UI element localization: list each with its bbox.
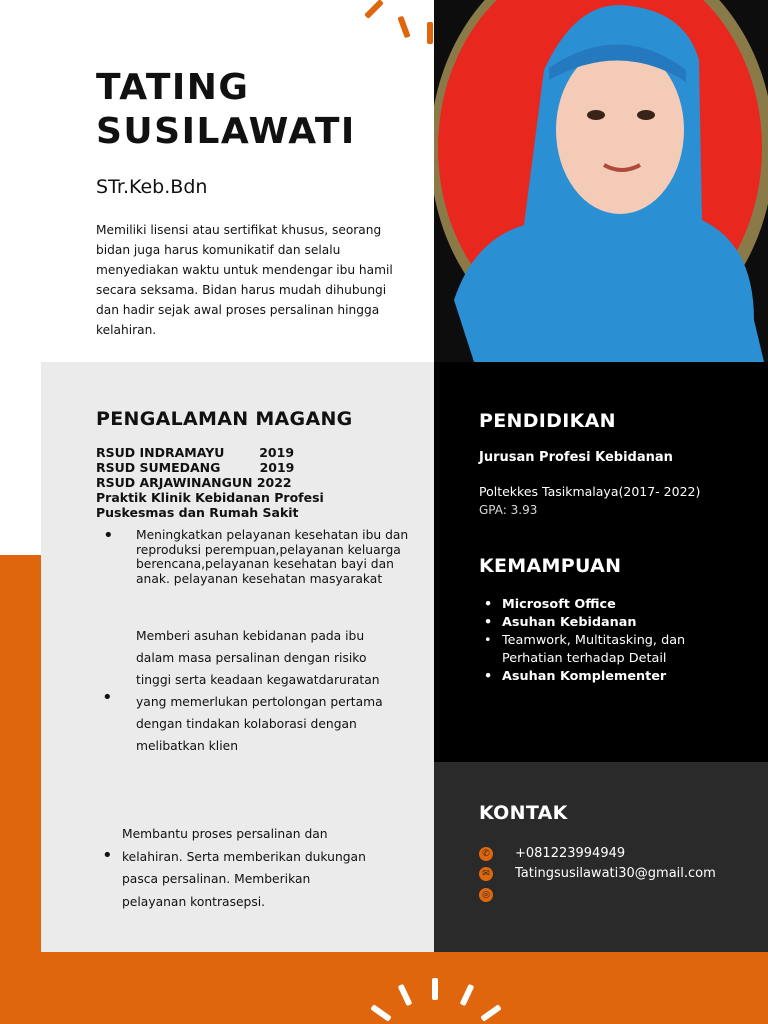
education-major: Jurusan Profesi Kebidanan bbox=[479, 450, 673, 465]
task-description: Membantu proses persalinan dan kelahiran. Serta memberikan dukungan pasca persalinan. Memberikan pelayanan kontrasepsi. bbox=[122, 827, 366, 909]
task-bullet: • bbox=[102, 687, 113, 708]
education-school: Poltekkes Tasikmalaya(2017- 2022) bbox=[479, 484, 701, 499]
decorative-dash bbox=[432, 978, 438, 1000]
name-last: SUSILAWATI bbox=[96, 111, 356, 152]
experience-item: Praktik Klinik Kebidanan Profesi bbox=[96, 490, 324, 505]
experience-item: RSUD ARJAWINANGUN 2022 bbox=[96, 475, 292, 490]
intro-paragraph: Memiliki lisensi atau sertifikat khusus, seorang bidan juga harus komunikatif dan selalu menyediakan waktu untuk mendengar ibu hamil secara seksama. Bidan harus mudah dihubungi dan hadir sejak awal proses persalinan hingga kelahiran. bbox=[96, 223, 393, 337]
contact-phone[interactable]: +081223994949 bbox=[515, 846, 626, 861]
experience-item: RSUD SUMEDANG 2019 bbox=[96, 460, 295, 475]
skill-item: • Asuhan Komplementer bbox=[479, 668, 749, 686]
portrait-illustration bbox=[434, 0, 768, 362]
contact-phone-row bbox=[479, 846, 625, 861]
globe-icon: ◎ bbox=[479, 888, 493, 902]
task-description: Meningkatkan pelayanan kesehatan ibu dan reproduksi perempuan,pelayanan keluarga berencana,pelayanan kesehatan bayi dan anak. pelayanan kesehatan masyarakat bbox=[136, 528, 409, 586]
professional-title: STr.Keb.Bdn bbox=[96, 176, 208, 198]
task-bullet: • bbox=[102, 845, 113, 866]
decorative-dash bbox=[427, 22, 433, 44]
skills-heading: KEMAMPUAN bbox=[479, 555, 622, 577]
experience-item: RSUD INDRAMAYU 2019 bbox=[96, 445, 295, 460]
contact-heading: KONTAK bbox=[479, 802, 568, 824]
phone-icon: ✆ bbox=[479, 847, 493, 861]
skill-item: • Teamwork, Multitasking, dan Perhatian terhadap Detail bbox=[479, 632, 717, 668]
profile-photo bbox=[434, 0, 768, 362]
email-icon: ✉ bbox=[479, 867, 493, 881]
experience-list bbox=[96, 445, 324, 520]
name-first: TATING bbox=[96, 67, 250, 108]
experience-item: Puskesmas dan Rumah Sakit bbox=[96, 505, 299, 520]
contact-email[interactable]: Tatingsusilawati30@gmail.com bbox=[515, 866, 716, 881]
task-bullet: • bbox=[103, 525, 114, 546]
experience-heading: PENGALAMAN MAGANG bbox=[96, 408, 353, 430]
decorative-dash bbox=[364, 0, 384, 19]
education-gpa: GPA: 3.93 bbox=[479, 503, 538, 517]
skill-item: • Asuhan Kebidanan bbox=[479, 614, 749, 632]
person-name bbox=[96, 66, 356, 154]
contact-email-row bbox=[479, 866, 716, 881]
contact-web-row bbox=[479, 888, 515, 902]
decorative-dash bbox=[397, 16, 410, 39]
skill-item: • Microsoft Office bbox=[479, 596, 749, 614]
task-description: Memberi asuhan kebidanan pada ibu dalam masa persalinan dengan risiko tinggi serta keadaan kegawatdaruratan yang memerlukan pertolongan pertama dengan tindakan kolaborasi dengan melibatkan klien bbox=[136, 629, 383, 753]
skills-list bbox=[479, 596, 749, 686]
education-heading: PENDIDIKAN bbox=[479, 410, 616, 432]
